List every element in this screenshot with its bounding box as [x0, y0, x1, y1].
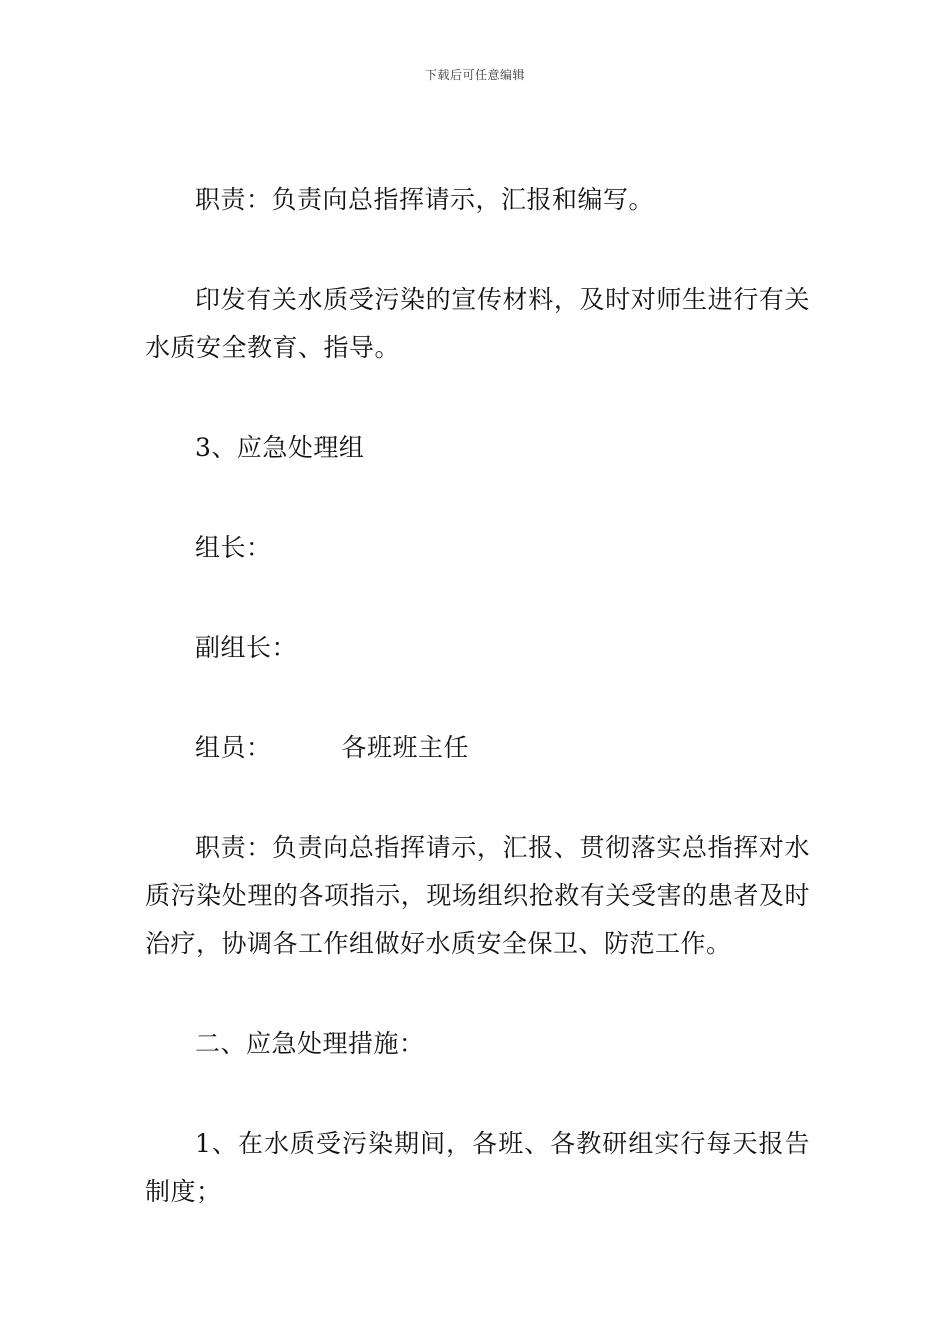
members-value: 各班班主任	[341, 733, 470, 762]
paragraph-measure-1: 1、在水质受污染期间，各班、各教研组实行每天报告制度；	[145, 1129, 810, 1206]
paragraph-deputy-leader: 副组长：	[195, 633, 298, 662]
paragraph-group-members	[145, 724, 810, 772]
paragraph-group-leader: 组长：	[195, 533, 272, 562]
page-header: 下载后可任意编辑	[424, 68, 525, 82]
paragraph-publicity: 印发有关水质受污染的宣传材料，及时对师生进行有关水质安全教育、指导。	[145, 285, 810, 362]
paragraph-duty-emergency: 职责：负责向总指挥请示，汇报、贯彻落实总指挥对水质污染处理的各项指示，现场组织抢救有关受害的患者及时治疗，协调各工作组做好水质安全保卫、防范工作。	[145, 833, 810, 958]
members-label: 组员：	[195, 733, 272, 762]
section-heading-emergency-group: 3、应急处理组	[195, 433, 365, 462]
document-body	[145, 176, 810, 1268]
paragraph-duty-reporting: 职责：负责向总指挥请示，汇报和编写。	[195, 185, 655, 214]
section-heading-measures: 二、应急处理措施：	[195, 1029, 425, 1058]
